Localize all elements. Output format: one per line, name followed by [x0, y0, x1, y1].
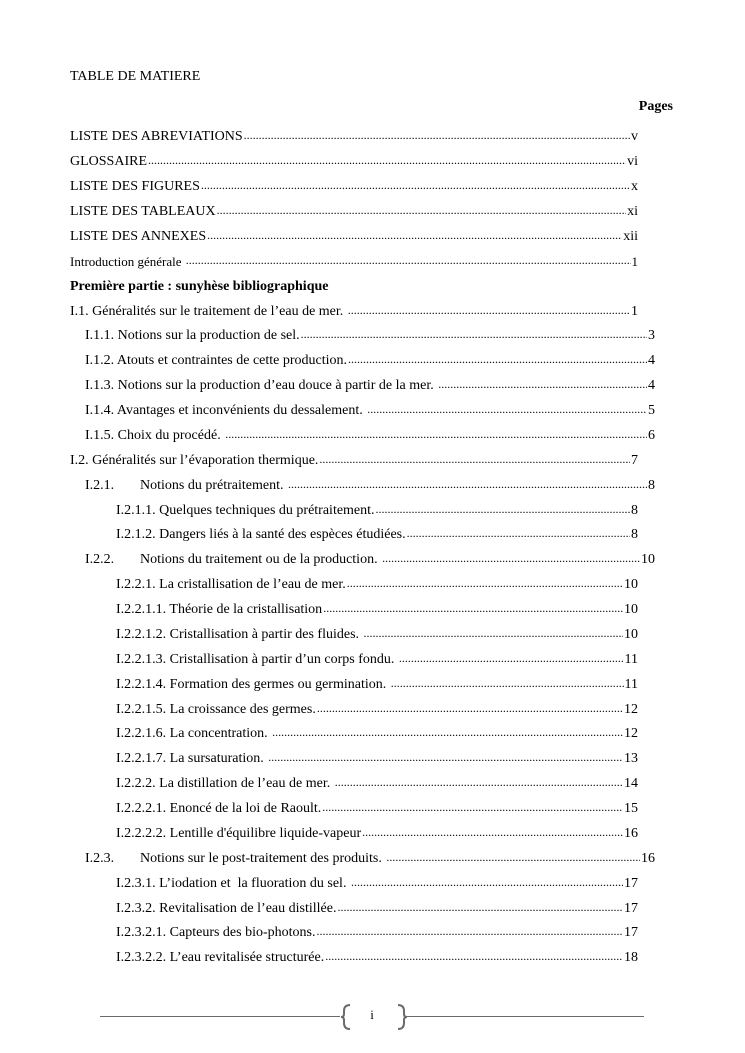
toc-entry-I-2-2-1-2[interactable] — [116, 623, 638, 648]
entry-page: 12 — [624, 701, 638, 717]
toc-entry-I-2-2-1-1[interactable] — [116, 598, 638, 623]
table-of-contents — [0, 125, 745, 971]
entry-page: v — [631, 129, 638, 145]
dot-leader — [348, 304, 630, 320]
dot-leader — [362, 826, 623, 842]
dot-leader — [268, 751, 623, 767]
entry-label: I.2.3.1. L’iodation et la fluoration du sel. — [116, 875, 350, 891]
entry-page: 17 — [624, 900, 638, 916]
entry-label: I.2.2.1.3. Cristallisation à partir d’un corps fondu. — [116, 651, 398, 667]
toc-entry-abreviations[interactable] — [70, 125, 638, 150]
entry-label: I.2.2.2.1. Enoncé de la loi de Raoult. — [116, 801, 322, 817]
dot-leader — [407, 527, 630, 543]
toc-part-heading — [70, 274, 638, 299]
entry-label: I.2.3.2. Revitalisation de l’eau distillée. — [116, 900, 337, 916]
entry-title: Notions sur le post-traitement des produits. — [140, 850, 386, 866]
entry-label: I.2.3.2.1. Capteurs des bio-photons. — [116, 925, 316, 941]
entry-page: 6 — [648, 427, 655, 443]
toc-entry-I-2-2-2[interactable] — [116, 772, 638, 797]
entry-label: Introduction générale — [70, 253, 185, 269]
entry-label: I.2.2.1.5. La croissance des germes. — [116, 701, 316, 717]
entry-label — [85, 478, 287, 494]
entry-page: 18 — [624, 950, 638, 966]
dot-leader — [272, 726, 623, 742]
toc-title: TABLE DE MATIERE — [70, 69, 201, 84]
toc-entry-I-1-3[interactable] — [85, 374, 655, 399]
entry-page: 15 — [624, 801, 638, 817]
toc-entry-I-2-2-1-6[interactable] — [116, 722, 638, 747]
dot-leader — [186, 254, 631, 270]
dot-leader — [382, 552, 640, 568]
dot-leader — [364, 627, 623, 643]
entry-number: I.2.3. — [85, 850, 115, 866]
dot-leader — [244, 129, 630, 145]
entry-page: 11 — [624, 676, 638, 692]
toc-entry-I-2-1-1[interactable] — [116, 498, 638, 523]
toc-entry-I-2[interactable] — [70, 448, 638, 473]
toc-entry-I-1-4[interactable] — [85, 399, 655, 424]
entry-page: x — [631, 179, 638, 195]
dot-leader — [319, 453, 630, 469]
dot-leader — [323, 602, 623, 618]
entry-number: I.2.1. — [85, 477, 115, 493]
entry-label: I.1.1. Notions sur la production de sel. — [85, 328, 300, 344]
toc-entry-I-2-3-2-2[interactable] — [116, 946, 638, 971]
dot-leader — [386, 851, 640, 867]
toc-entry-I-2-2-1-4[interactable] — [116, 672, 638, 697]
toc-entry-I-2-3-2[interactable] — [116, 896, 638, 921]
entry-page: 17 — [624, 875, 638, 891]
entry-page: 16 — [641, 850, 655, 866]
entry-page: 10 — [624, 577, 638, 593]
entry-page: 13 — [624, 751, 638, 767]
entry-page: vi — [627, 154, 638, 170]
entry-label: I.1.3. Notions sur la production d’eau douce à partir de la mer. — [85, 378, 438, 394]
entry-page: 12 — [624, 726, 638, 742]
dot-leader — [347, 577, 623, 593]
entry-page: 1 — [631, 253, 638, 269]
dot-leader — [348, 353, 647, 369]
entry-label: I.2.3.2.2. L’eau revitalisée structurée. — [116, 950, 325, 966]
entry-label: I.2.2.1.2. Cristallisation à partir des fluides. — [116, 626, 363, 642]
entry-title: Notions du prétraitement. — [140, 477, 287, 493]
entry-page: 16 — [624, 825, 638, 841]
dot-leader — [438, 378, 647, 394]
dot-leader — [201, 179, 630, 195]
toc-entry-I-2-1[interactable] — [85, 473, 655, 498]
entry-page: 3 — [648, 328, 655, 344]
toc-entry-I-2-2-1-5[interactable] — [116, 697, 638, 722]
entry-label: I.2.1.2. Dangers liés à la santé des espèces étudiées. — [116, 527, 406, 543]
toc-entry-I-2-3[interactable] — [85, 846, 655, 871]
entry-label: I.1.4. Avantages et inconvénients du dessalement. — [85, 403, 367, 419]
toc-entry-I-2-2-1[interactable] — [116, 573, 638, 598]
entry-page: 4 — [648, 378, 655, 394]
entry-label: I.2.2.2. La distillation de l’eau de mer. — [116, 776, 334, 792]
dot-leader — [301, 328, 647, 344]
entry-label: I.2.2.2.2. Lentille d'équilibre liquide-vapeur — [116, 825, 362, 841]
dot-leader — [217, 204, 626, 220]
toc-entry-I-2-2-2-2[interactable] — [116, 822, 638, 847]
toc-entry-I-1-2[interactable] — [85, 349, 655, 374]
entry-label — [85, 552, 381, 568]
entry-label: LISTE DES ABREVIATIONS — [70, 129, 243, 145]
dot-leader — [322, 801, 623, 817]
toc-entry-I-2-1-2[interactable] — [116, 523, 638, 548]
toc-entry-glossaire[interactable] — [70, 150, 638, 175]
entry-page: xii — [623, 228, 638, 244]
dot-leader — [317, 702, 623, 718]
entry-page: xi — [627, 204, 638, 220]
dot-leader — [391, 677, 624, 693]
entry-page: 10 — [641, 552, 655, 568]
toc-entry-tableaux[interactable] — [70, 200, 638, 225]
entry-page: 4 — [648, 353, 655, 369]
dot-leader — [207, 229, 622, 245]
entry-label: I.2.1.1. Quelques techniques du prétraitement. — [116, 502, 375, 518]
entry-page: 8 — [631, 502, 638, 518]
toc-entry-I-2-2-1-3[interactable] — [116, 647, 638, 672]
dot-leader — [288, 478, 647, 494]
page-footer — [0, 1000, 745, 1034]
page-number: i — [370, 1007, 374, 1022]
dot-leader — [335, 776, 623, 792]
dot-leader — [337, 901, 623, 917]
dot-leader — [351, 876, 623, 892]
toc-entry-I-2-2-2-1[interactable] — [116, 797, 638, 822]
entry-page: 7 — [631, 452, 638, 468]
dot-leader — [148, 154, 626, 170]
entry-label: I.1.2. Atouts et contraintes de cette production. — [85, 353, 348, 369]
toc-entry-I-2-2-1-7[interactable] — [116, 747, 638, 772]
toc-entry-I-2-2[interactable] — [85, 548, 655, 573]
dot-leader — [225, 428, 647, 444]
toc-entry-I-1-1[interactable] — [85, 324, 655, 349]
toc-entry-figures[interactable] — [70, 175, 638, 200]
entry-page: 10 — [624, 602, 638, 618]
entry-label: LISTE DES ANNEXES — [70, 228, 207, 244]
entry-label — [85, 851, 385, 867]
toc-entry-I-1-5[interactable] — [85, 424, 655, 449]
entry-page: 14 — [624, 776, 638, 792]
entry-number: I.2.2. — [85, 552, 115, 568]
part-heading-text: Première partie : sunyhèse bibliographique — [70, 278, 329, 294]
dot-leader — [325, 950, 623, 966]
entry-page: 8 — [631, 527, 638, 543]
entry-label: I.2.2.1. La cristallisation de l’eau de mer. — [116, 577, 346, 593]
entry-page: 10 — [624, 626, 638, 642]
toc-entry-I-1[interactable] — [70, 299, 638, 324]
entry-label: I.2.2.1.4. Formation des germes ou germination. — [116, 676, 390, 692]
entry-page: 5 — [648, 403, 655, 419]
entry-label: LISTE DES FIGURES — [70, 179, 200, 195]
toc-entry-I-2-3-1[interactable] — [116, 871, 638, 896]
footer-rule-right — [404, 1016, 644, 1017]
entry-page: 11 — [624, 651, 638, 667]
entry-label: I.2. Généralités sur l’évaporation thermique. — [70, 452, 319, 468]
entry-label: LISTE DES TABLEAUX — [70, 204, 216, 220]
entry-page: 17 — [624, 925, 638, 941]
dot-leader — [316, 925, 623, 941]
toc-entry-annexes[interactable] — [70, 225, 638, 250]
toc-entry-introduction[interactable] — [70, 249, 638, 274]
entry-label: I.2.2.1.7. La sursaturation. — [116, 751, 268, 767]
dot-leader — [376, 503, 630, 519]
entry-page: 1 — [631, 303, 638, 319]
footer-rule-left — [100, 1016, 340, 1017]
entry-label: I.1.5. Choix du procédé. — [85, 427, 225, 443]
right-brace-icon — [384, 1002, 414, 1032]
entry-title: Notions du traitement ou de la production. — [140, 552, 382, 568]
dot-leader — [399, 652, 624, 668]
entry-label: I.2.2.1.6. La concentration. — [116, 726, 272, 742]
pages-column-label: Pages — [638, 99, 673, 114]
entry-label: I.2.2.1.1. Théorie de la cristallisation — [116, 602, 323, 618]
dot-leader — [367, 403, 647, 419]
entry-page: 8 — [648, 477, 655, 493]
entry-label: GLOSSAIRE — [70, 154, 148, 170]
entry-label: I.1. Généralités sur le traitement de l’eau de mer. — [70, 303, 347, 319]
toc-entry-I-2-3-2-1[interactable] — [116, 921, 638, 946]
